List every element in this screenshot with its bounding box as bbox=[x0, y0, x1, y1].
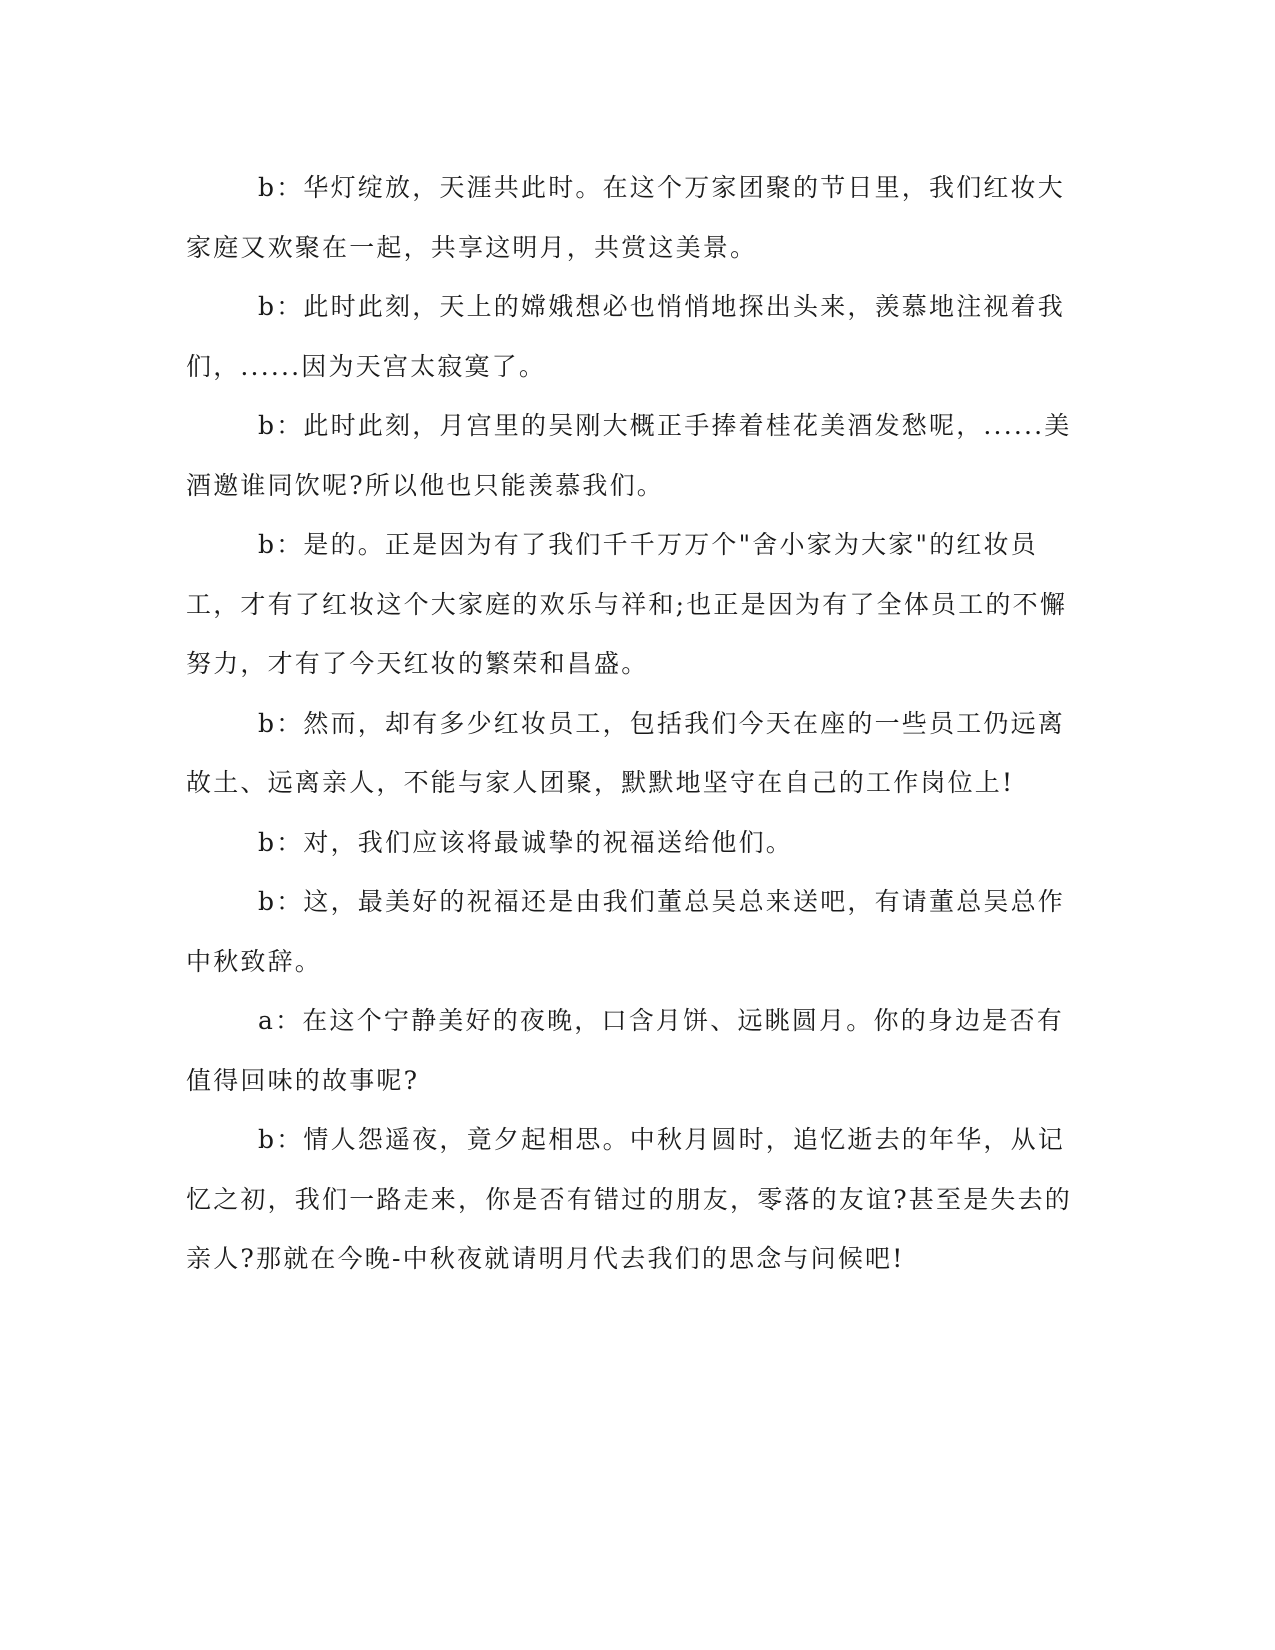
paragraph: b：华灯绽放，天涯共此时。在这个万家团聚的节日里，我们红妆大家庭又欢聚在一起，共享这明月，共赏这美景。 bbox=[186, 173, 1066, 262]
document-body bbox=[186, 158, 1074, 1289]
paragraph: b：情人怨遥夜，竟夕起相思。中秋月圆时，追忆逝去的年华，从记忆之初，我们一路走来，你是否有错过的朋友，零落的友谊?甚至是失去的亲人?那就在今晚-中秋夜就请明月代去我们的思念与问候吧! bbox=[186, 1125, 1073, 1273]
paragraph: b：这，最美好的祝福还是由我们董总吴总来送吧，有请董总吴总作中秋致辞。 bbox=[186, 887, 1066, 976]
paragraph: b：是的。正是因为有了我们千千万万个"舍小家为大家"的红妆员工，才有了红妆这个大家庭的欢乐与祥和;也正是因为有了全体员工的不懈努力，才有了今天红妆的繁荣和昌盛。 bbox=[186, 530, 1068, 678]
paragraph: a：在这个宁静美好的夜晚，口含月饼、远眺圆月。你的身边是否有值得回味的故事呢? bbox=[186, 1006, 1064, 1095]
paragraph: b：对，我们应该将最诚挚的祝福送给他们。 bbox=[258, 827, 794, 857]
paragraph: b：此时此刻，天上的嫦娥想必也悄悄地探出头来，羡慕地注视着我们，......因为天宫太寂寞了。 bbox=[186, 292, 1066, 381]
paragraph: b：此时此刻，月宫里的吴刚大概正手捧着桂花美酒发愁呢，......美酒邀谁同饮呢?所以他也只能羡慕我们。 bbox=[186, 411, 1072, 500]
paragraph: b：然而，却有多少红妆员工，包括我们今天在座的一些员工仍远离故土、远离亲人，不能与家人团聚，默默地坚守在自己的工作岗位上! bbox=[186, 708, 1066, 797]
